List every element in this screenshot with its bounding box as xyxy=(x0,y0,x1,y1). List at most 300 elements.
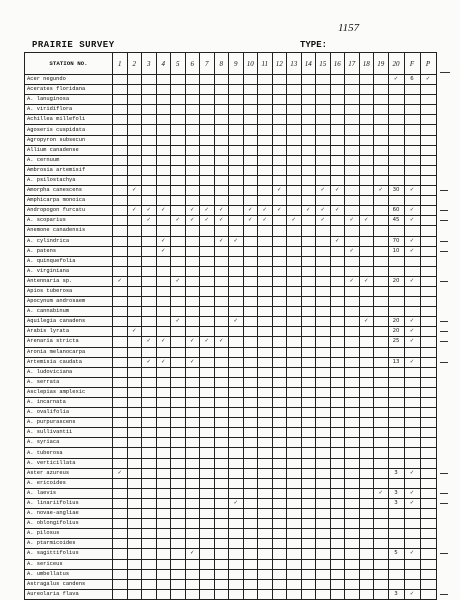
mark-cell xyxy=(287,256,302,266)
mark-cell xyxy=(316,509,331,519)
mark-cell xyxy=(243,478,258,488)
mark-cell xyxy=(127,135,142,145)
mark-cell xyxy=(229,357,244,367)
mark-cell: ✓ xyxy=(142,357,157,367)
mark-cell xyxy=(229,509,244,519)
mark-cell xyxy=(388,135,404,145)
mark-cell xyxy=(287,478,302,488)
mark-cell xyxy=(420,155,436,165)
mark-cell xyxy=(345,297,360,307)
mark-cell xyxy=(185,307,200,317)
mark-cell xyxy=(374,155,389,165)
mark-cell: ✓ xyxy=(156,246,171,256)
mark-cell xyxy=(243,307,258,317)
mark-cell xyxy=(272,448,287,458)
mark-cell xyxy=(374,327,389,337)
mark-cell xyxy=(171,286,186,296)
mark-cell xyxy=(142,387,157,397)
mark-cell xyxy=(374,337,389,347)
mark-cell xyxy=(374,175,389,185)
mark-cell xyxy=(200,498,215,508)
mark-cell xyxy=(388,145,404,155)
mark-cell xyxy=(301,458,316,468)
mark-cell xyxy=(243,175,258,185)
mark-cell xyxy=(200,488,215,498)
mark-cell xyxy=(229,347,244,357)
mark-cell xyxy=(258,135,273,145)
mark-cell xyxy=(359,529,374,539)
mark-cell xyxy=(156,549,171,559)
mark-cell xyxy=(113,327,128,337)
mark-cell xyxy=(185,589,200,599)
mark-cell xyxy=(258,327,273,337)
mark-cell xyxy=(127,478,142,488)
mark-cell xyxy=(200,266,215,276)
mark-cell xyxy=(127,145,142,155)
mark-cell xyxy=(374,398,389,408)
mark-cell xyxy=(330,226,345,236)
mark-cell xyxy=(258,155,273,165)
mark-cell xyxy=(272,377,287,387)
mark-cell xyxy=(301,569,316,579)
mark-cell xyxy=(420,307,436,317)
mark-cell xyxy=(345,186,360,196)
mark-cell xyxy=(127,75,142,85)
mark-cell xyxy=(316,559,331,569)
mark-cell xyxy=(345,206,360,216)
mark-cell xyxy=(214,458,229,468)
mark-cell xyxy=(359,367,374,377)
mark-cell xyxy=(243,145,258,155)
column-header: 6 xyxy=(185,53,200,75)
mark-cell xyxy=(272,327,287,337)
mark-cell: ✓ xyxy=(404,468,420,478)
mark-cell xyxy=(359,266,374,276)
mark-cell xyxy=(113,256,128,266)
mark-cell xyxy=(359,377,374,387)
mark-cell xyxy=(272,579,287,589)
mark-cell xyxy=(156,468,171,478)
mark-cell xyxy=(258,347,273,357)
table-row xyxy=(25,327,437,337)
mark-cell xyxy=(345,367,360,377)
mark-cell xyxy=(316,297,331,307)
mark-cell: ✓ xyxy=(345,216,360,226)
mark-cell xyxy=(214,589,229,599)
mark-cell xyxy=(127,317,142,327)
mark-cell xyxy=(258,458,273,468)
mark-cell xyxy=(185,377,200,387)
mark-cell xyxy=(287,135,302,145)
mark-cell xyxy=(171,327,186,337)
mark-cell xyxy=(345,468,360,478)
mark-cell xyxy=(330,398,345,408)
mark-cell xyxy=(127,387,142,397)
mark-cell xyxy=(171,589,186,599)
mark-cell xyxy=(142,559,157,569)
mark-cell xyxy=(287,539,302,549)
mark-cell xyxy=(345,155,360,165)
mark-cell xyxy=(229,468,244,478)
mark-cell xyxy=(301,589,316,599)
mark-cell xyxy=(359,307,374,317)
table-row xyxy=(25,85,437,95)
mark-cell xyxy=(185,266,200,276)
mark-cell xyxy=(171,377,186,387)
mark-cell xyxy=(345,408,360,418)
mark-cell xyxy=(330,529,345,539)
mark-cell xyxy=(127,418,142,428)
mark-cell xyxy=(243,569,258,579)
mark-cell: ✓ xyxy=(404,276,420,286)
mark-cell xyxy=(214,377,229,387)
mark-cell xyxy=(156,387,171,397)
species-name: Asclepias amplexic xyxy=(25,387,113,397)
table-row xyxy=(25,236,437,246)
mark-cell xyxy=(185,186,200,196)
mark-cell xyxy=(287,266,302,276)
mark-cell xyxy=(420,236,436,246)
species-name: A. purpurascens xyxy=(25,418,113,428)
mark-cell xyxy=(127,286,142,296)
mark-cell xyxy=(330,589,345,599)
mark-cell xyxy=(243,236,258,246)
mark-cell xyxy=(374,519,389,529)
mark-cell xyxy=(142,85,157,95)
mark-cell xyxy=(200,246,215,256)
mark-cell xyxy=(272,216,287,226)
mark-cell xyxy=(330,488,345,498)
mark-cell xyxy=(185,428,200,438)
mark-cell xyxy=(113,509,128,519)
mark-cell xyxy=(185,125,200,135)
mark-cell xyxy=(359,509,374,519)
mark-cell xyxy=(113,377,128,387)
species-name: A. linariifolius xyxy=(25,498,113,508)
table-row xyxy=(25,519,437,529)
mark-cell xyxy=(330,579,345,589)
species-rows xyxy=(25,75,437,600)
table-row xyxy=(25,145,437,155)
mark-cell xyxy=(258,337,273,347)
mark-cell xyxy=(345,448,360,458)
mark-cell xyxy=(359,75,374,85)
mark-cell: 45 xyxy=(388,216,404,226)
mark-cell xyxy=(345,266,360,276)
mark-cell xyxy=(388,297,404,307)
mark-cell xyxy=(156,569,171,579)
mark-cell xyxy=(113,357,128,367)
mark-cell xyxy=(359,539,374,549)
table-row xyxy=(25,367,437,377)
column-header: F xyxy=(404,53,420,75)
mark-cell xyxy=(214,256,229,266)
mark-cell xyxy=(316,519,331,529)
mark-cell xyxy=(404,559,420,569)
mark-cell xyxy=(258,226,273,236)
mark-cell xyxy=(272,408,287,418)
table-row xyxy=(25,226,437,236)
mark-cell: ✓ xyxy=(185,337,200,347)
mark-cell xyxy=(301,165,316,175)
mark-cell: ✓ xyxy=(142,206,157,216)
mark-cell xyxy=(156,135,171,145)
mark-cell xyxy=(113,145,128,155)
mark-cell xyxy=(420,337,436,347)
mark-cell xyxy=(272,276,287,286)
species-name: A. patens xyxy=(25,246,113,256)
mark-cell xyxy=(127,115,142,125)
mark-cell xyxy=(388,569,404,579)
mark-cell xyxy=(374,367,389,377)
column-header: 1 xyxy=(113,53,128,75)
mark-cell xyxy=(229,85,244,95)
mark-cell xyxy=(142,105,157,115)
mark-cell xyxy=(113,105,128,115)
mark-cell xyxy=(171,75,186,85)
mark-cell xyxy=(404,297,420,307)
mark-cell xyxy=(127,236,142,246)
mark-cell xyxy=(330,216,345,226)
mark-cell xyxy=(243,428,258,438)
species-name: A. ericoides xyxy=(25,478,113,488)
mark-cell: ✓ xyxy=(330,186,345,196)
species-name: A. cannabinum xyxy=(25,307,113,317)
mark-cell xyxy=(243,498,258,508)
species-name: A. syriaca xyxy=(25,438,113,448)
mark-cell xyxy=(345,428,360,438)
mark-cell xyxy=(127,125,142,135)
species-name: A. cernuum xyxy=(25,155,113,165)
mark-cell xyxy=(258,438,273,448)
mark-cell xyxy=(258,509,273,519)
mark-cell xyxy=(316,226,331,236)
mark-cell xyxy=(330,125,345,135)
mark-cell xyxy=(330,539,345,549)
mark-cell xyxy=(287,145,302,155)
species-name: Acer negundo xyxy=(25,75,113,85)
mark-cell: ✓ xyxy=(287,216,302,226)
mark-cell xyxy=(388,509,404,519)
mark-cell xyxy=(388,448,404,458)
mark-cell xyxy=(330,347,345,357)
mark-cell xyxy=(142,145,157,155)
mark-cell xyxy=(171,357,186,367)
mark-cell xyxy=(171,175,186,185)
mark-cell xyxy=(113,367,128,377)
mark-cell xyxy=(404,539,420,549)
mark-cell xyxy=(316,377,331,387)
mark-cell xyxy=(374,297,389,307)
mark-cell xyxy=(316,448,331,458)
mark-cell xyxy=(330,135,345,145)
header-row xyxy=(25,53,437,75)
mark-cell xyxy=(113,498,128,508)
mark-cell xyxy=(287,529,302,539)
mark-cell xyxy=(359,175,374,185)
mark-cell xyxy=(301,286,316,296)
mark-cell xyxy=(243,337,258,347)
mark-cell xyxy=(272,286,287,296)
mark-cell xyxy=(404,569,420,579)
mark-cell xyxy=(374,448,389,458)
mark-cell: ✓ xyxy=(404,186,420,196)
mark-cell xyxy=(185,276,200,286)
margin-tick xyxy=(440,210,448,211)
mark-cell xyxy=(345,327,360,337)
mark-cell xyxy=(185,579,200,589)
mark-cell xyxy=(316,367,331,377)
mark-cell xyxy=(127,398,142,408)
mark-cell xyxy=(359,549,374,559)
mark-cell xyxy=(171,186,186,196)
mark-cell xyxy=(301,559,316,569)
mark-cell xyxy=(287,509,302,519)
mark-cell xyxy=(258,186,273,196)
mark-cell xyxy=(243,549,258,559)
mark-cell xyxy=(330,145,345,155)
mark-cell xyxy=(229,377,244,387)
mark-cell xyxy=(420,85,436,95)
mark-cell: ✓ xyxy=(185,549,200,559)
mark-cell xyxy=(374,418,389,428)
mark-cell xyxy=(287,327,302,337)
margin-tick xyxy=(440,594,448,595)
mark-cell xyxy=(229,75,244,85)
mark-cell xyxy=(316,75,331,85)
mark-cell xyxy=(243,165,258,175)
mark-cell xyxy=(229,448,244,458)
mark-cell xyxy=(359,448,374,458)
mark-cell xyxy=(345,85,360,95)
mark-cell xyxy=(214,579,229,589)
mark-cell xyxy=(420,428,436,438)
mark-cell xyxy=(272,559,287,569)
column-header: 9 xyxy=(229,53,244,75)
mark-cell xyxy=(345,337,360,347)
mark-cell xyxy=(156,327,171,337)
table-row xyxy=(25,155,437,165)
mark-cell xyxy=(420,377,436,387)
mark-cell xyxy=(420,387,436,397)
mark-cell: 20 xyxy=(388,327,404,337)
species-name: A. novae-angliae xyxy=(25,509,113,519)
mark-cell xyxy=(287,438,302,448)
mark-cell xyxy=(185,408,200,418)
mark-cell xyxy=(301,418,316,428)
mark-cell xyxy=(156,579,171,589)
mark-cell xyxy=(404,155,420,165)
mark-cell xyxy=(142,367,157,377)
mark-cell xyxy=(345,256,360,266)
table-row xyxy=(25,509,437,519)
table-row xyxy=(25,408,437,418)
mark-cell xyxy=(388,286,404,296)
mark-cell xyxy=(316,357,331,367)
mark-cell xyxy=(359,468,374,478)
mark-cell xyxy=(404,165,420,175)
mark-cell xyxy=(330,196,345,206)
mark-cell xyxy=(243,266,258,276)
mark-cell xyxy=(272,196,287,206)
mark-cell xyxy=(359,478,374,488)
mark-cell xyxy=(330,297,345,307)
mark-cell xyxy=(127,569,142,579)
mark-cell xyxy=(374,276,389,286)
mark-cell xyxy=(272,357,287,367)
mark-cell xyxy=(345,579,360,589)
mark-cell xyxy=(113,135,128,145)
mark-cell xyxy=(420,579,436,589)
mark-cell xyxy=(156,367,171,377)
mark-cell xyxy=(258,569,273,579)
mark-cell xyxy=(127,85,142,95)
mark-cell xyxy=(214,478,229,488)
mark-cell xyxy=(420,165,436,175)
mark-cell xyxy=(404,579,420,589)
mark-cell xyxy=(142,327,157,337)
mark-cell xyxy=(301,236,316,246)
mark-cell xyxy=(272,236,287,246)
mark-cell xyxy=(301,398,316,408)
mark-cell xyxy=(258,266,273,276)
mark-cell xyxy=(214,529,229,539)
mark-cell xyxy=(272,135,287,145)
mark-cell xyxy=(420,539,436,549)
mark-cell xyxy=(359,488,374,498)
mark-cell xyxy=(388,196,404,206)
mark-cell xyxy=(113,589,128,599)
mark-cell xyxy=(142,549,157,559)
mark-cell xyxy=(156,186,171,196)
mark-cell xyxy=(301,115,316,125)
mark-cell xyxy=(214,387,229,397)
mark-cell xyxy=(200,165,215,175)
mark-cell xyxy=(301,509,316,519)
mark-cell xyxy=(359,589,374,599)
mark-cell xyxy=(316,347,331,357)
mark-cell xyxy=(171,398,186,408)
mark-cell xyxy=(272,125,287,135)
mark-cell xyxy=(287,408,302,418)
mark-cell xyxy=(316,529,331,539)
column-header: 17 xyxy=(345,53,360,75)
mark-cell xyxy=(404,115,420,125)
mark-cell xyxy=(142,438,157,448)
mark-cell xyxy=(374,549,389,559)
column-header: 13 xyxy=(287,53,302,75)
mark-cell xyxy=(229,95,244,105)
mark-cell xyxy=(229,579,244,589)
mark-cell xyxy=(200,347,215,357)
mark-cell xyxy=(287,206,302,216)
mark-cell xyxy=(420,115,436,125)
table-row xyxy=(25,206,437,216)
mark-cell xyxy=(404,125,420,135)
mark-cell xyxy=(420,488,436,498)
mark-cell xyxy=(243,286,258,296)
mark-cell xyxy=(374,559,389,569)
mark-cell xyxy=(301,135,316,145)
mark-cell xyxy=(420,498,436,508)
mark-cell xyxy=(127,175,142,185)
margin-tick xyxy=(440,190,448,191)
mark-cell xyxy=(185,95,200,105)
mark-cell xyxy=(113,488,128,498)
mark-cell xyxy=(345,509,360,519)
mark-cell xyxy=(272,478,287,488)
mark-cell xyxy=(200,226,215,236)
